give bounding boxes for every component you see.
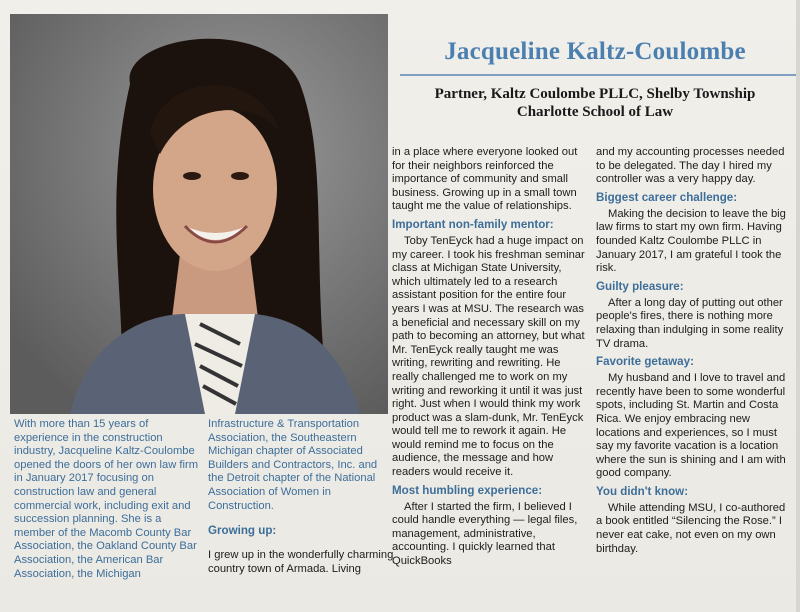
profile-school: Charlotte School of Law — [516, 104, 674, 120]
text-getaway: My husband and I love to travel and recently have been to some wonderful spots, including St. Martin and Costa Rica. We enjoy embracing new locations and experiences, so I must say my favorite vacation is a location where the sun is shining and I am with good company. — [596, 372, 786, 480]
heading-getaway: Favorite getaway: — [596, 355, 694, 369]
heading-mentor: Important non-family mentor: — [392, 217, 554, 231]
profile-name: Jacqueline Kaltz-Coulombe — [444, 38, 746, 65]
heading-humbling: Most humbling experience: — [392, 483, 543, 497]
text-humbling-cont: and my accounting processes needed to be delegated. The day I hired my controller was a very happy day. — [596, 146, 785, 186]
section-growing-up — [208, 524, 394, 588]
page-edge — [796, 0, 800, 612]
title-rule — [400, 74, 798, 76]
heading-challenge: Biggest career challenge: — [596, 190, 738, 204]
heading-growing-up: Growing up: — [208, 524, 277, 537]
portrait-photo — [10, 14, 388, 414]
heading-didnt-know: You didn't know: — [596, 484, 689, 498]
text-humbling-start: After I started the firm, I believed I could handle everything — legal files, management, administrative, accounting. I quickly learned that QuickBooks — [392, 500, 578, 568]
text-growing-up-start: I grew up in the wonderfully charming country town of Armada. Living — [208, 549, 394, 575]
text-challenge: Making the decision to leave the big law firms to start my own firm. Having founded Kaltz Coulombe PLLC in January 2017, I am grateful I took the risk. — [596, 207, 786, 275]
text-guilty: After a long day of putting out other people's fires, there is nothing more relaxing than indulging in some reality TV drama. — [596, 296, 784, 350]
text-mentor: Toby TenEyck had a huge impact on my career. I took his freshman seminar class at Michigan State University, which ultimately led to a research assistant position for the entire four years I was at MSU. The research was a beneficial and necessary skill on my path to becoming an attorney, but what Mr. TenEyck really taught me was writing, rewriting and rewriting. He really challenged me to work on my writing and reworking it until it was just right. Just when I would think my work product was a slam-dunk, Mr. TenEyck would tell me to rework it again. He would remind me to focus on the audience, the message and how readers would receive it. — [392, 234, 585, 479]
text-didnt-know: While attending MSU, I co-authored a book entitled “Silencing the Rose.” I never eat cake, not even on my own birthday. — [596, 501, 786, 555]
text-growing-up-cont: in a place where everyone looked out for their neighbors reinforced the importance of community and small business. Growing up in a small town taught me the value of relationships. — [392, 146, 578, 213]
bio-part2: Infrastructure & Transportation Association, the Southeastern Michigan chapter of Associated Builders and Contractors, Inc. and the Detroit chapter of the National Association of Women in Construction. — [208, 418, 378, 512]
bio-part1: With more than 15 years of experience in the construction industry, Jacqueline Kaltz-Coulombe opened the doors of her own law firm in January 2017 focusing on construction law and general commercial work, including exit and succession planning. She is a member of the Macomb County Bar Association, the Oakland County Bar Association, the American Bar Association, the Michigan — [14, 418, 199, 580]
article-column-1 — [392, 146, 588, 569]
profile-position: Partner, Kaltz Coulombe PLLC, Shelby Township — [434, 86, 756, 102]
article-column-2 — [596, 146, 792, 556]
heading-guilty: Guilty pleasure: — [596, 279, 684, 293]
